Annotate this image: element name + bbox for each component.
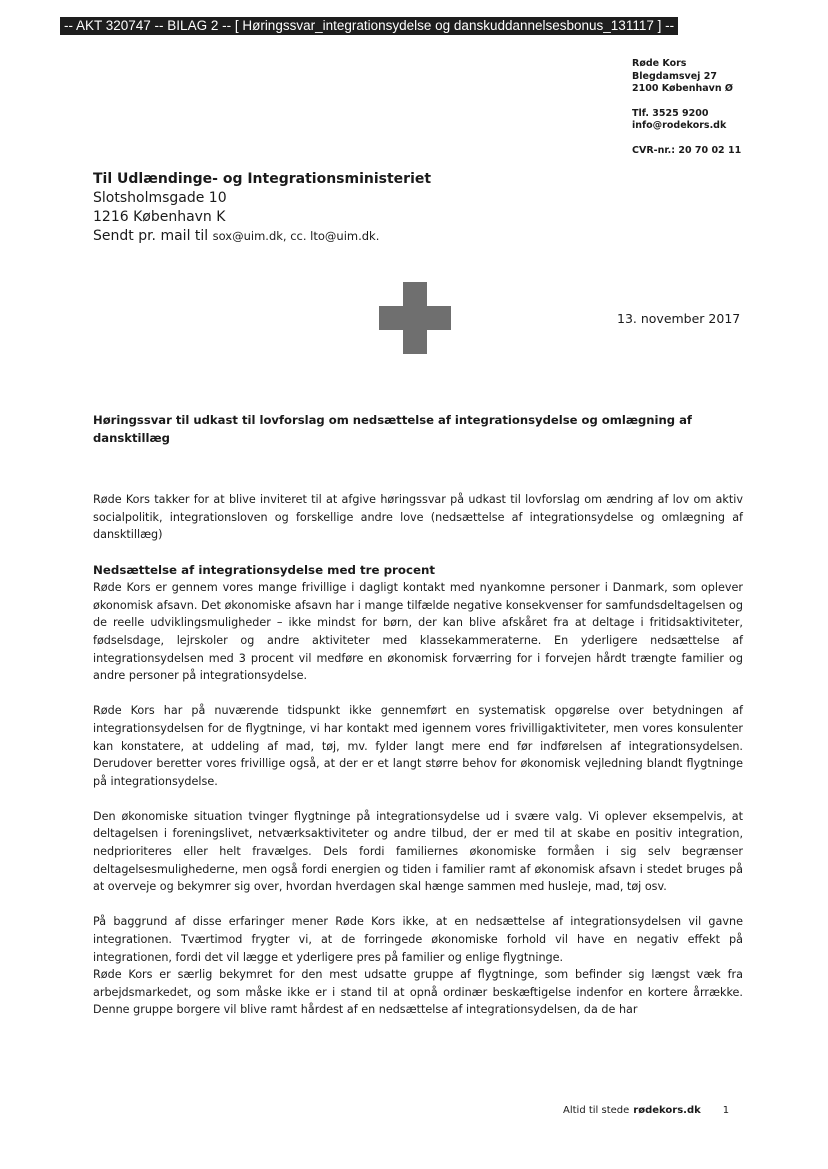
- letter-title: Høringssvar til udkast til lovforslag om nedsættelse af integrationsydelse og omlægning af dansktillæg: [93, 413, 692, 445]
- body-paragraph: Den økonomiske situation tvinger flygtninge på integrationsydelse ud i svære valg. Vi oplever eksempelvis, at deltagelsen i foreningslivet, netværksaktiviteter og andre tilbud, der er med til at skabe en positiv integration, nedprioriteres eller helt fravælges. Dels fordi familiernes økonomiske formåen i sig selv begrænser deltagelsesmulighederne, men også fordi energien og tiden i familier ramt af økonomisk afsavn i stedet bruges på at overveje og bekymrer sig over, hvordan hverdagen skal hænge sammen med husleje, mad, tøj osv.: [93, 809, 743, 894]
- recipient-street: Slotsholmsgade 10: [93, 190, 227, 206]
- recipient-sent-prefix: Sendt pr. mail til: [93, 228, 213, 244]
- intro-paragraph: Røde Kors takker for at blive inviteret til at afgive høringssvar på udkast til lovforslag om ændring af lov om aktiv socialpolitik, integrationsloven og forskellige andre love (nedsættelse af integrationsydelse og omlægning af dansktillæg): [93, 493, 743, 542]
- sender-cvr: CVR-nr.: 20 70 02 11: [632, 144, 742, 156]
- sender-name: Røde Kors: [632, 58, 687, 69]
- recipient-sent-line: [93, 227, 431, 246]
- document-header-bar: -- AKT 320747 -- BILAG 2 -- [ Høringssvar_integrationsydelse og danskuddannelsesbonus_131117 ] --: [60, 17, 678, 35]
- section-heading: Nedsættelse af integrationsydelse med tre procent: [93, 562, 435, 577]
- letter-body: [93, 412, 743, 1037]
- sender-email: info@rodekors.dk: [632, 120, 727, 131]
- body-paragraph: Røde Kors er særlig bekymret for den mest udsatte gruppe af flygtninge, som befinder sig længst væk fra arbejdsmarkedet, og som måske ikke er i stand til at opnå ordinær beskæftigelse indenfor en kortere årrække. Denne gruppe borgere vil blive ramt hårdest af en nedsættelse af integrationsydelsen, da de har: [93, 968, 743, 1017]
- recipient-city: 1216 København K: [93, 209, 226, 225]
- page-footer: [563, 1104, 729, 1118]
- body-paragraph: Røde Kors er gennem vores mange frivillige i dagligt kontakt med nyankomne personer i Danmark, som oplever økonomisk afsavn. Det økonomiske afsavn har i mange tilfælde negative konsekvenser for samfundsdeltagelsen og de reelle udviklingsmuligheder – ikke mindst for børn, der kan blive afskåret fra at deltage i fritidsaktiviteter, fødselsdage, lejrskoler og andre aktiviteter med klassekammeraterne. En yderligere nedsættelse af integrationsydelsen med 3 procent vil medføre en økonomisk forværring for i forvejen hårdt trængte familier og andre personer på integrationsydelse.: [93, 581, 743, 683]
- body-paragraph: Røde Kors har på nuværende tidspunkt ikke gennemført en systematisk opgørelse over betydningen af integrationsydelsen for de flygtninge, vi har kontakt med igennem vores frivilligaktiviteter, men vores konsulenter kan konstatere, at uddeling af mad, tøj, mv. fylder langt mere end før indførelsen af integrationsydelsen. Derudover beretter vores frivillige også, at der er et langt større behov for økonomisk vejledning blandt flygtninge på integrationsydelse.: [93, 704, 743, 788]
- sender-address-block: [632, 58, 741, 157]
- recipient-emails: sox@uim.dk, cc. lto@uim.dk.: [212, 229, 380, 243]
- letter-date: 13. november 2017: [617, 311, 741, 326]
- body-paragraph: På baggrund af disse erfaringer mener Røde Kors ikke, at en nedsættelse af integrationsydelsen vil gavne integrationen. Tværtimod frygter vi, at de forringede økonomiske forhold vil have en negativ effekt på integrationen, fordi det vil lægge et yderligere pres på familier og enlige flygtninge.: [93, 915, 743, 964]
- recipient-address-block: [93, 170, 431, 246]
- footer-slogan: Altid til stede: [563, 1105, 630, 1116]
- recipient-org: Til Udlændinge- og Integrationsministeriet: [93, 171, 432, 187]
- cross-horizontal-bar: [379, 306, 451, 330]
- page-number: 1: [722, 1105, 730, 1116]
- sender-phone: Tlf. 3525 9200: [632, 107, 709, 119]
- red-cross-logo: [379, 282, 451, 354]
- sender-city: 2100 København Ø: [632, 83, 733, 94]
- sender-street: Blegdamsvej 27: [632, 70, 717, 82]
- footer-brand: rødekors.dk: [633, 1105, 701, 1116]
